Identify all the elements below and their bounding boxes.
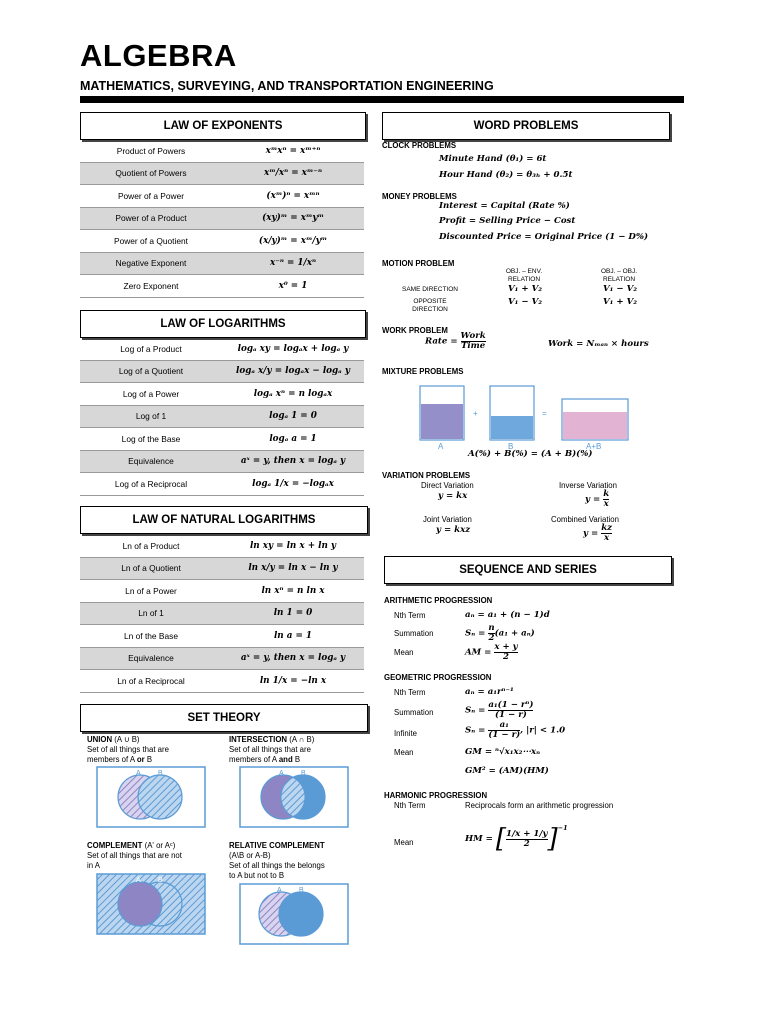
page-subtitle: MATHEMATICS, SURVEYING, AND TRANSPORTATION ENGINEERING — [80, 79, 494, 93]
row-label: Ln of a Quotient — [121, 563, 181, 574]
gp-sum-equation: Sₙ = $\frac{\text{a₁(1 − rⁿ)}}{(1 - r)}$ — [465, 700, 534, 720]
row-label: Log of a Reciprocal — [114, 478, 188, 489]
variation-problems-title: VARIATION PROBLEMS — [382, 471, 471, 480]
row-formula: ln xⁿ = n ln x — [261, 585, 325, 596]
set-theory-heading: SET THEORY — [80, 704, 368, 732]
table-row — [80, 185, 364, 208]
table-row — [80, 625, 364, 648]
row-formula: logₐ a = 1 — [269, 433, 317, 444]
row-formula: (x/y)ᵐ = xᵐ/yᵐ — [258, 235, 328, 246]
row-label: Ln of the Base — [123, 630, 178, 641]
arithmetic-progression-title: ARITHMETIC PROGRESSION — [384, 596, 493, 605]
ap-sum-label: Summation — [394, 629, 434, 638]
row-formula: ln 1 = 0 — [273, 608, 313, 619]
work-equation-hours: Work = Nₘₐₙ × hours — [548, 339, 649, 349]
row-label: Equivalence — [128, 653, 174, 664]
table-row — [80, 535, 364, 558]
combined-variation-equation: y = $\frac{kz}{x}$ — [583, 523, 613, 543]
row-formula: logₐ xy = logₐx + logₐ y — [237, 343, 349, 354]
table-row — [80, 451, 364, 474]
row-label: Ln of a Reciprocal — [117, 675, 185, 686]
venn-label-a: A — [136, 877, 141, 884]
row-formula: aˣ = y, then x = logₐ y — [240, 456, 346, 467]
complement-description: Set of all things that are not in A — [87, 851, 182, 870]
word-problems-heading: WORD PROBLEMS — [382, 112, 670, 140]
hp-mean-label: Mean — [394, 838, 414, 847]
table-row — [80, 275, 364, 298]
motion-column-env: OBJ. – ENV. RELATION — [505, 268, 543, 283]
row-label: Ln of a Power — [125, 585, 177, 596]
inverse-variation-label: Inverse Variation — [559, 481, 617, 490]
joint-variation-equation: y = kxz — [436, 525, 471, 535]
clock-problems-title: CLOCK PROBLEMS — [382, 141, 457, 150]
union-title: UNION (A ∪ B) — [87, 735, 140, 744]
row-formula: logₐ 1 = 0 — [269, 411, 317, 422]
motion-row-opposite: OPPOSITE DIRECTION — [412, 298, 448, 313]
venn-label-a: A — [279, 770, 284, 777]
relative-complement-title: RELATIVE COMPLEMENT — [229, 841, 325, 850]
row-formula: ln x/y = ln x − ln y — [248, 563, 338, 574]
table-row — [80, 361, 364, 384]
ap-nth-equation: aₙ = a₁ + (n − 1)d — [465, 610, 550, 620]
motion-problem-title: MOTION PROBLEM — [382, 259, 455, 268]
gp-infinite-equation: Sₙ = $\frac{\text{a₁}}{(1 - r)}$ , |r| < 1.0 — [465, 720, 566, 740]
joint-variation-label: Joint Variation — [423, 515, 472, 524]
gp-infinite-label: Infinite — [394, 729, 417, 738]
motion-row-same: SAME DIRECTION — [402, 286, 458, 293]
row-label: Log of a Power — [122, 388, 180, 399]
ap-nth-label: Nth Term — [394, 611, 426, 620]
hp-nth-text: Reciprocals form an arithmetic progression — [465, 801, 614, 810]
harmonic-progression-title: HARMONIC PROGRESSION — [384, 791, 488, 800]
table-row — [80, 338, 364, 361]
hp-mean-equation: HM = [ $\frac{1/x + 1/y}{2}$ ]$^{-1}$ — [465, 824, 568, 854]
row-label: Product of Powers — [116, 145, 186, 156]
row-label: Power of a Product — [115, 213, 187, 224]
intersection-venn-diagram — [239, 766, 349, 828]
venn-label-a: A — [277, 887, 282, 894]
motion-value: V₁ + V₂ — [603, 297, 638, 307]
venn-label-b: B — [158, 770, 163, 777]
sequence-heading: SEQUENCE AND SERIES — [384, 556, 672, 584]
row-formula: logₐ xⁿ = n logₐx — [253, 388, 333, 399]
row-label: Zero Exponent — [123, 280, 179, 291]
mixture-equals: = — [542, 409, 547, 418]
gp-mean-equation: GM = ⁿ√x₁x₂⋯xₙ — [465, 747, 541, 757]
direct-variation-label: Direct Variation — [421, 481, 474, 490]
direct-variation-equation: y = kx — [438, 491, 468, 501]
hp-nth-label: Nth Term — [394, 801, 426, 810]
mixture-label-b: B — [508, 442, 514, 451]
logarithms-table — [80, 338, 364, 496]
ap-sum-equation: Sₙ = $\frac{n}{2}$ (a₁ + aₙ) — [465, 623, 535, 643]
venn-label-b: B — [299, 887, 304, 894]
table-row — [80, 428, 364, 451]
row-label: Log of 1 — [135, 411, 167, 422]
row-formula: x⁻ⁿ = 1/xⁿ — [269, 258, 317, 269]
row-label: Log of a Product — [120, 343, 182, 354]
row-formula: xᵐxⁿ = xᵐ⁺ⁿ — [265, 145, 321, 156]
row-formula: xᵐ/xⁿ = xᵐ⁻ⁿ — [264, 168, 322, 179]
ap-mean-equation: AM = $\frac{x + y}{2}$ — [465, 642, 518, 662]
mixture-label-a: A — [438, 442, 444, 451]
row-formula: ln 1/x = −ln x — [259, 675, 327, 686]
row-label: Log of the Base — [121, 433, 181, 444]
money-equation-discount: Discounted Price = Original Price (1 − D%) — [439, 232, 649, 242]
ap-mean-label: Mean — [394, 648, 414, 657]
intersection-title: INTERSECTION (A ∩ B) — [229, 735, 315, 744]
table-row — [80, 253, 364, 276]
gp-mean-label: Mean — [394, 748, 414, 757]
row-label: Ln of 1 — [138, 608, 164, 619]
row-label: Power of a Quotient — [113, 235, 189, 246]
clock-equation-minute: Minute Hand (θ₁) = 6t — [439, 154, 547, 164]
table-row — [80, 580, 364, 603]
natural-logs-heading: LAW OF NATURAL LOGARITHMS — [80, 506, 368, 534]
table-row — [80, 230, 364, 253]
gp-nth-label: Nth Term — [394, 688, 426, 697]
mixture-problems-title: MIXTURE PROBLEMS — [382, 367, 464, 376]
logarithms-heading: LAW OF LOGARITHMS — [80, 310, 366, 338]
mixture-plus: + — [473, 409, 478, 418]
geometric-progression-title: GEOMETRIC PROGRESSION — [384, 673, 492, 682]
exponents-heading: LAW OF EXPONENTS — [80, 112, 366, 140]
natural-logs-table — [80, 535, 364, 693]
inverse-variation-equation: y = $\frac{k}{x}$ — [585, 489, 610, 509]
work-equation-rate: Rate = $\frac{\text{Work}}{\text{Time}}$ — [425, 331, 486, 351]
table-row — [80, 383, 364, 406]
table-row — [80, 163, 364, 186]
relative-complement-venn-diagram — [239, 883, 349, 945]
motion-column-obj: OBJ. – OBJ. RELATION — [600, 268, 638, 283]
table-row — [80, 140, 364, 163]
exponents-table — [80, 140, 364, 298]
row-formula: logₐ 1/x = −logₐx — [252, 478, 334, 489]
intersection-description: Set of all things that are members of A and B — [229, 745, 311, 764]
money-equation-interest: Interest = Capital (Rate %) — [439, 201, 570, 211]
row-formula: x⁰ = 1 — [278, 280, 308, 291]
row-formula: ln xy = ln x + ln y — [249, 540, 337, 551]
row-label: Quotient of Powers — [115, 168, 187, 179]
motion-value: V₁ − V₂ — [603, 284, 638, 294]
row-label: Equivalence — [128, 456, 174, 467]
mixture-diagram — [418, 382, 634, 452]
table-row — [80, 406, 364, 429]
table-row — [80, 670, 364, 693]
motion-value: V₁ + V₂ — [508, 284, 543, 294]
complement-venn-diagram — [96, 873, 206, 935]
mixture-equation: A(%) + B(%) = (A + B)(%) — [468, 449, 593, 459]
row-label: Power of a Power — [117, 190, 185, 201]
title-rule — [80, 96, 684, 103]
row-formula: (xy)ᵐ = xᵐyᵐ — [262, 213, 324, 224]
union-venn-diagram — [96, 766, 206, 828]
gp-sum-label: Summation — [394, 708, 434, 717]
row-label: Log of a Quotient — [118, 366, 184, 377]
row-formula: ln a = 1 — [273, 630, 313, 641]
table-row — [80, 473, 364, 496]
table-row — [80, 603, 364, 626]
row-label: Ln of a Product — [122, 540, 180, 551]
row-formula: (xᵐ)ⁿ = xᵐⁿ — [266, 190, 320, 201]
row-formula: aˣ = y, then x = logₐ y — [240, 653, 346, 664]
complement-title: COMPLEMENT (A' or Aᶜ) — [87, 841, 176, 850]
venn-label-b: B — [158, 877, 163, 884]
money-equation-profit: Profit = Selling Price − Cost — [439, 216, 576, 226]
table-row — [80, 208, 364, 231]
work-problem-title: WORK PROBLEM — [382, 326, 448, 335]
venn-label-a: A — [136, 770, 141, 777]
venn-label-b: B — [301, 770, 306, 777]
motion-value: V₁ − V₂ — [508, 297, 543, 307]
gp-nth-equation: aₙ = a₁rⁿ⁻¹ — [465, 687, 514, 697]
table-row — [80, 558, 364, 581]
combined-variation-label: Combined Variation — [551, 515, 619, 524]
row-label: Negative Exponent — [115, 258, 187, 269]
union-description: Set of all things that are members of A or B — [87, 745, 169, 764]
page-title: ALGEBRA — [80, 38, 237, 73]
row-formula: logₐ x/y = logₐx − logₐ y — [236, 366, 350, 377]
clock-equation-hour: Hour Hand (θ₂) = θ₃ₕ + 0.5t — [439, 170, 573, 180]
relative-complement-description: (A\B or A-B) Set of all things the belongs to A but not to B — [229, 851, 325, 880]
gp-mean-relation: GM² = (AM)(HM) — [465, 766, 549, 776]
table-row — [80, 648, 364, 671]
mixture-label-ab: A+B — [586, 442, 602, 451]
money-problems-title: MONEY PROBLEMS — [382, 192, 457, 201]
